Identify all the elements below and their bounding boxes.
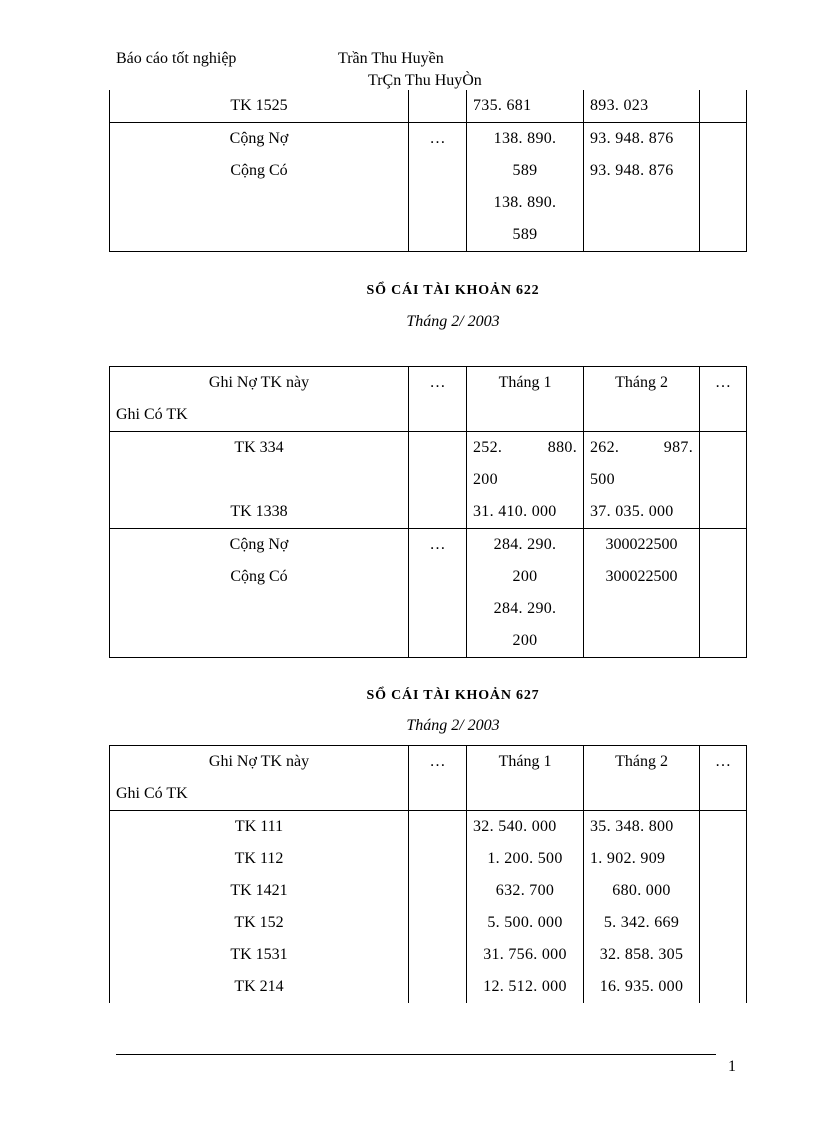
total-value-line: 200 bbox=[512, 568, 538, 585]
table-row bbox=[110, 971, 747, 1003]
ellipsis-cell: … bbox=[409, 746, 467, 811]
column-header-credit: Ghi Có TK bbox=[116, 785, 188, 802]
month1-value: 735. 681 bbox=[467, 90, 584, 123]
total-credit-label: Cộng Có bbox=[230, 568, 288, 585]
section-title: SỔ CÁI TÀI KHOẢN 622 bbox=[366, 283, 540, 298]
account-label: TK 214 bbox=[110, 971, 409, 1003]
header-author: Trần Thu Huyền bbox=[338, 50, 444, 67]
total-value-line: 300022500 bbox=[605, 536, 678, 553]
section-subtitle: Tháng 2/ 2003 bbox=[406, 717, 500, 734]
month1-value: 1. 200. 500 bbox=[467, 843, 584, 875]
table-row bbox=[110, 907, 747, 939]
month1-value: 12. 512. 000 bbox=[467, 971, 584, 1003]
total-value-line: 138. 890. bbox=[493, 130, 557, 147]
totals-row bbox=[110, 529, 747, 658]
ledger-table-622 bbox=[109, 366, 747, 658]
account-label: TK 1525 bbox=[110, 90, 409, 123]
month2-value: 32. 858. 305 bbox=[584, 939, 700, 971]
total-value-line: 284. 290. bbox=[493, 600, 557, 617]
total-value-line: 284. 290. bbox=[493, 536, 557, 553]
value-part: 262. bbox=[590, 439, 620, 456]
account-label: TK 112 bbox=[110, 843, 409, 875]
totals-row bbox=[110, 123, 747, 252]
table-row bbox=[110, 843, 747, 875]
month1-value: 31. 410. 000 bbox=[467, 496, 584, 529]
table-row bbox=[110, 432, 747, 497]
account-label: TK 1338 bbox=[110, 496, 409, 529]
total-value-line: 93. 948. 876 bbox=[590, 162, 674, 179]
column-header-credit: Ghi Có TK bbox=[116, 406, 188, 423]
ellipsis-cell: … bbox=[409, 123, 467, 252]
month2-value: 37. 035. 000 bbox=[584, 496, 700, 529]
footer-divider bbox=[116, 1054, 716, 1055]
account-label: TK 111 bbox=[110, 811, 409, 844]
column-header-debit: Ghi Nợ TK này bbox=[208, 374, 310, 391]
table-row bbox=[110, 811, 747, 844]
section-title: SỔ CÁI TÀI KHOẢN 627 bbox=[366, 688, 540, 703]
total-value-line: 200 bbox=[512, 632, 538, 649]
total-value-line: 589 bbox=[512, 162, 538, 179]
month2-value: 1. 902. 909 bbox=[584, 843, 700, 875]
column-header-month1: Tháng 1 bbox=[467, 367, 584, 432]
column-header-debit: Ghi Nợ TK này bbox=[208, 753, 310, 770]
account-label: TK 152 bbox=[110, 907, 409, 939]
table-row bbox=[110, 496, 747, 529]
table-row bbox=[110, 875, 747, 907]
table-row bbox=[110, 90, 747, 123]
value-part: 252. bbox=[473, 439, 503, 456]
column-header-month2: Tháng 2 bbox=[584, 746, 700, 811]
header-report-title: Báo cáo tốt nghiệp bbox=[116, 50, 237, 67]
column-header-month1: Tháng 1 bbox=[467, 746, 584, 811]
ellipsis-cell: … bbox=[409, 367, 467, 432]
value-part: 200 bbox=[473, 471, 498, 488]
table-header-row bbox=[110, 746, 747, 811]
month2-value: 16. 935. 000 bbox=[584, 971, 700, 1003]
account-label: TK 1421 bbox=[110, 875, 409, 907]
total-debit-label: Cộng Nợ bbox=[229, 536, 289, 553]
account-label: TK 334 bbox=[110, 432, 409, 497]
total-debit-label: Cộng Nợ bbox=[229, 130, 289, 147]
account-label: TK 1531 bbox=[110, 939, 409, 971]
page-number: 1 bbox=[728, 1058, 736, 1075]
total-value-line: 300022500 bbox=[605, 568, 678, 585]
total-value-line: 589 bbox=[512, 226, 538, 243]
ellipsis-cell: … bbox=[700, 367, 747, 432]
total-credit-label: Cộng Có bbox=[230, 162, 288, 179]
month2-value: 680. 000 bbox=[584, 875, 700, 907]
total-value-line: 138. 890. bbox=[493, 194, 557, 211]
month2-value: 893. 023 bbox=[584, 90, 700, 123]
month2-value: 35. 348. 800 bbox=[584, 811, 700, 844]
month1-value: 632. 700 bbox=[467, 875, 584, 907]
month1-value: 31. 756. 000 bbox=[467, 939, 584, 971]
month2-value: 5. 342. 669 bbox=[584, 907, 700, 939]
ellipsis-cell: … bbox=[409, 529, 467, 658]
month1-value: 32. 540. 000 bbox=[467, 811, 584, 844]
section-subtitle: Tháng 2/ 2003 bbox=[406, 313, 500, 330]
column-header-month2: Tháng 2 bbox=[584, 367, 700, 432]
month1-value: 5. 500. 000 bbox=[467, 907, 584, 939]
value-part: 987. bbox=[663, 439, 693, 456]
ledger-table-continued bbox=[109, 90, 747, 252]
value-part: 880. bbox=[547, 439, 577, 456]
ellipsis-cell: … bbox=[700, 746, 747, 811]
table-header-row bbox=[110, 367, 747, 432]
header-author-garbled: TrÇn Thu HuyÒn bbox=[368, 72, 482, 89]
value-part: 500 bbox=[590, 471, 615, 488]
ledger-table-627 bbox=[109, 745, 747, 1003]
total-value-line: 93. 948. 876 bbox=[590, 130, 674, 147]
table-row bbox=[110, 939, 747, 971]
